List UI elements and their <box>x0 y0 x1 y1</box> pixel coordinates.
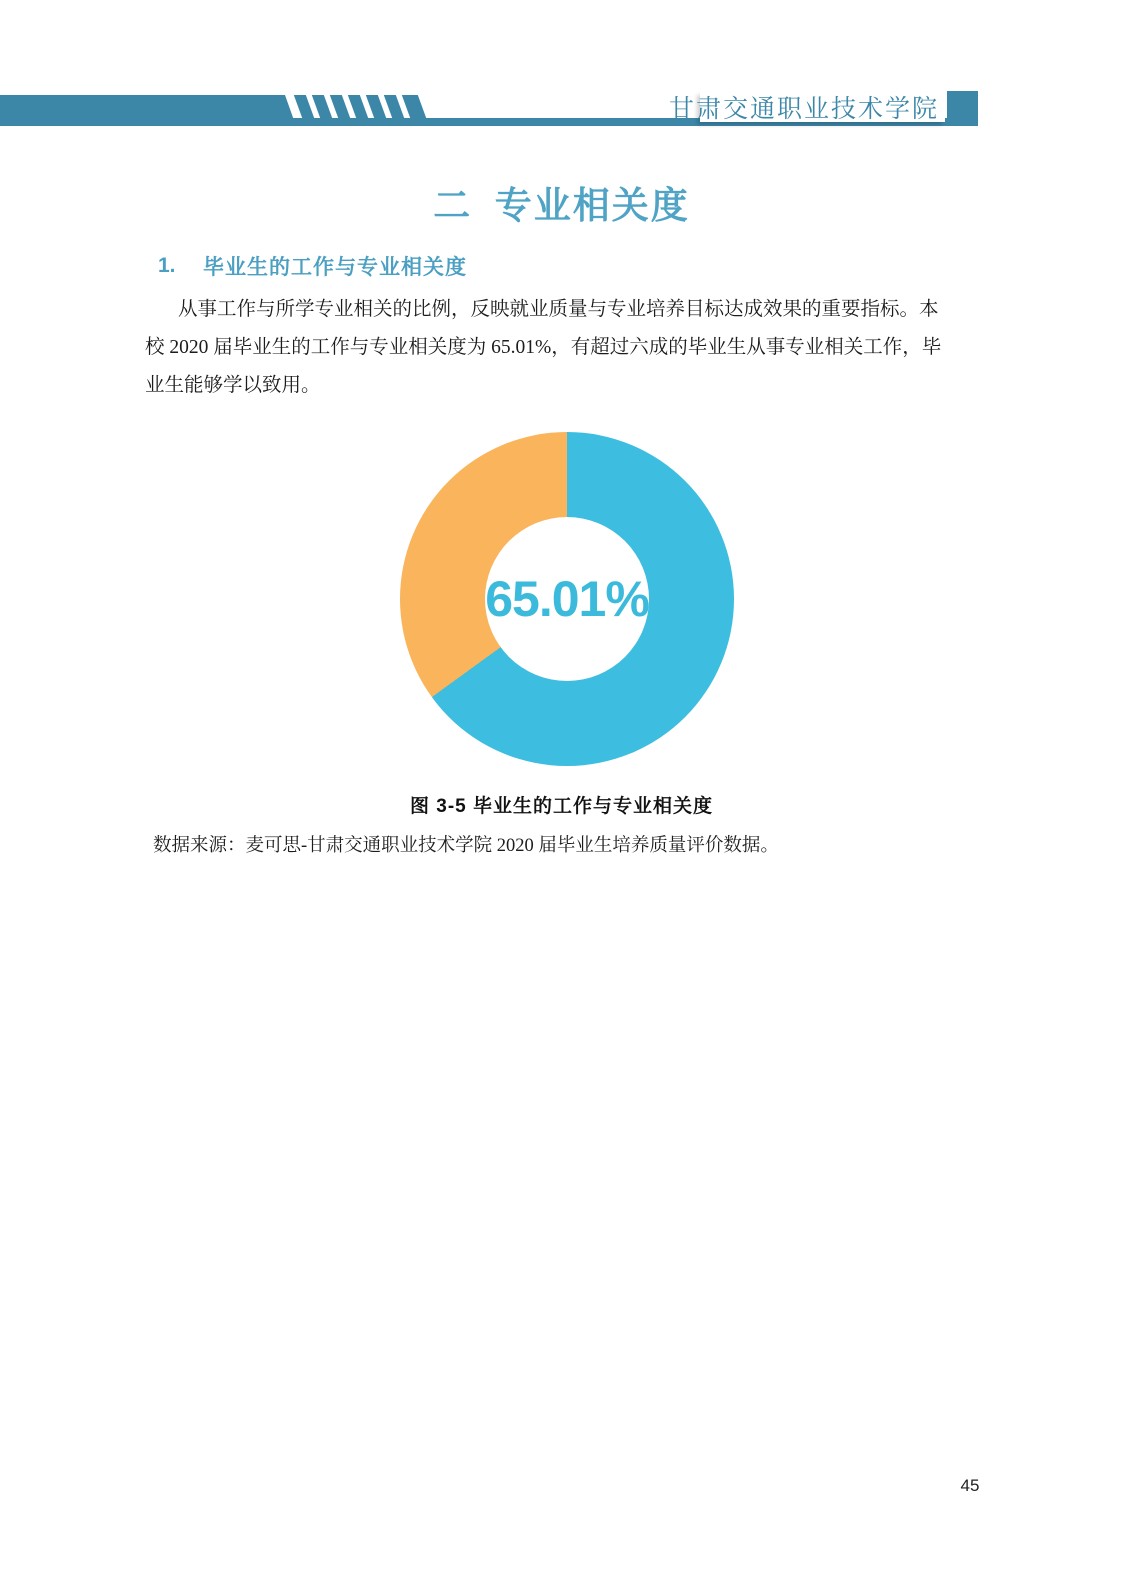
header-stripe <box>330 95 350 118</box>
page-number: 45 <box>960 1476 980 1495</box>
header-school-box <box>668 92 945 123</box>
chapter-title: 二 专业相关度 <box>433 186 690 227</box>
header-stripe <box>384 95 404 118</box>
header-stripe <box>294 95 314 118</box>
header-stripe <box>312 95 332 118</box>
paragraph-line: 业生能够学以致用。 <box>145 375 321 396</box>
body-paragraph <box>145 291 978 405</box>
header-stripe <box>402 95 426 118</box>
section-heading-text: 毕业生的工作与专业相关度 <box>203 256 467 279</box>
data-source-note: 数据来源：麦可思-甘肃交通职业技术学院 2020 届毕业生培养质量评价数据。 <box>153 836 779 856</box>
paragraph-line: 从事工作与所学专业相关的比例，反映就业质量与专业培养目标达成效果的重要指标。本 <box>178 299 939 320</box>
donut-hole <box>485 517 649 681</box>
header-school-name: 甘肃交通职业技术学院 <box>668 96 939 123</box>
header-stripes <box>0 95 450 118</box>
paragraph-line: 校 2020 届毕业生的工作与专业相关度为 65.01%，有超过六成的毕业生从事专业相关工作，毕 <box>145 337 942 358</box>
header-stripe <box>366 95 386 118</box>
donut-center-label: 65.01% <box>485 571 649 627</box>
header-stripe <box>348 95 368 118</box>
figure-caption: 图 3-5 毕业生的工作与专业相关度 <box>409 796 714 817</box>
section-heading <box>158 251 978 281</box>
header-right-block <box>947 91 978 126</box>
section-number: 1. <box>158 254 176 277</box>
donut-chart <box>400 432 734 766</box>
